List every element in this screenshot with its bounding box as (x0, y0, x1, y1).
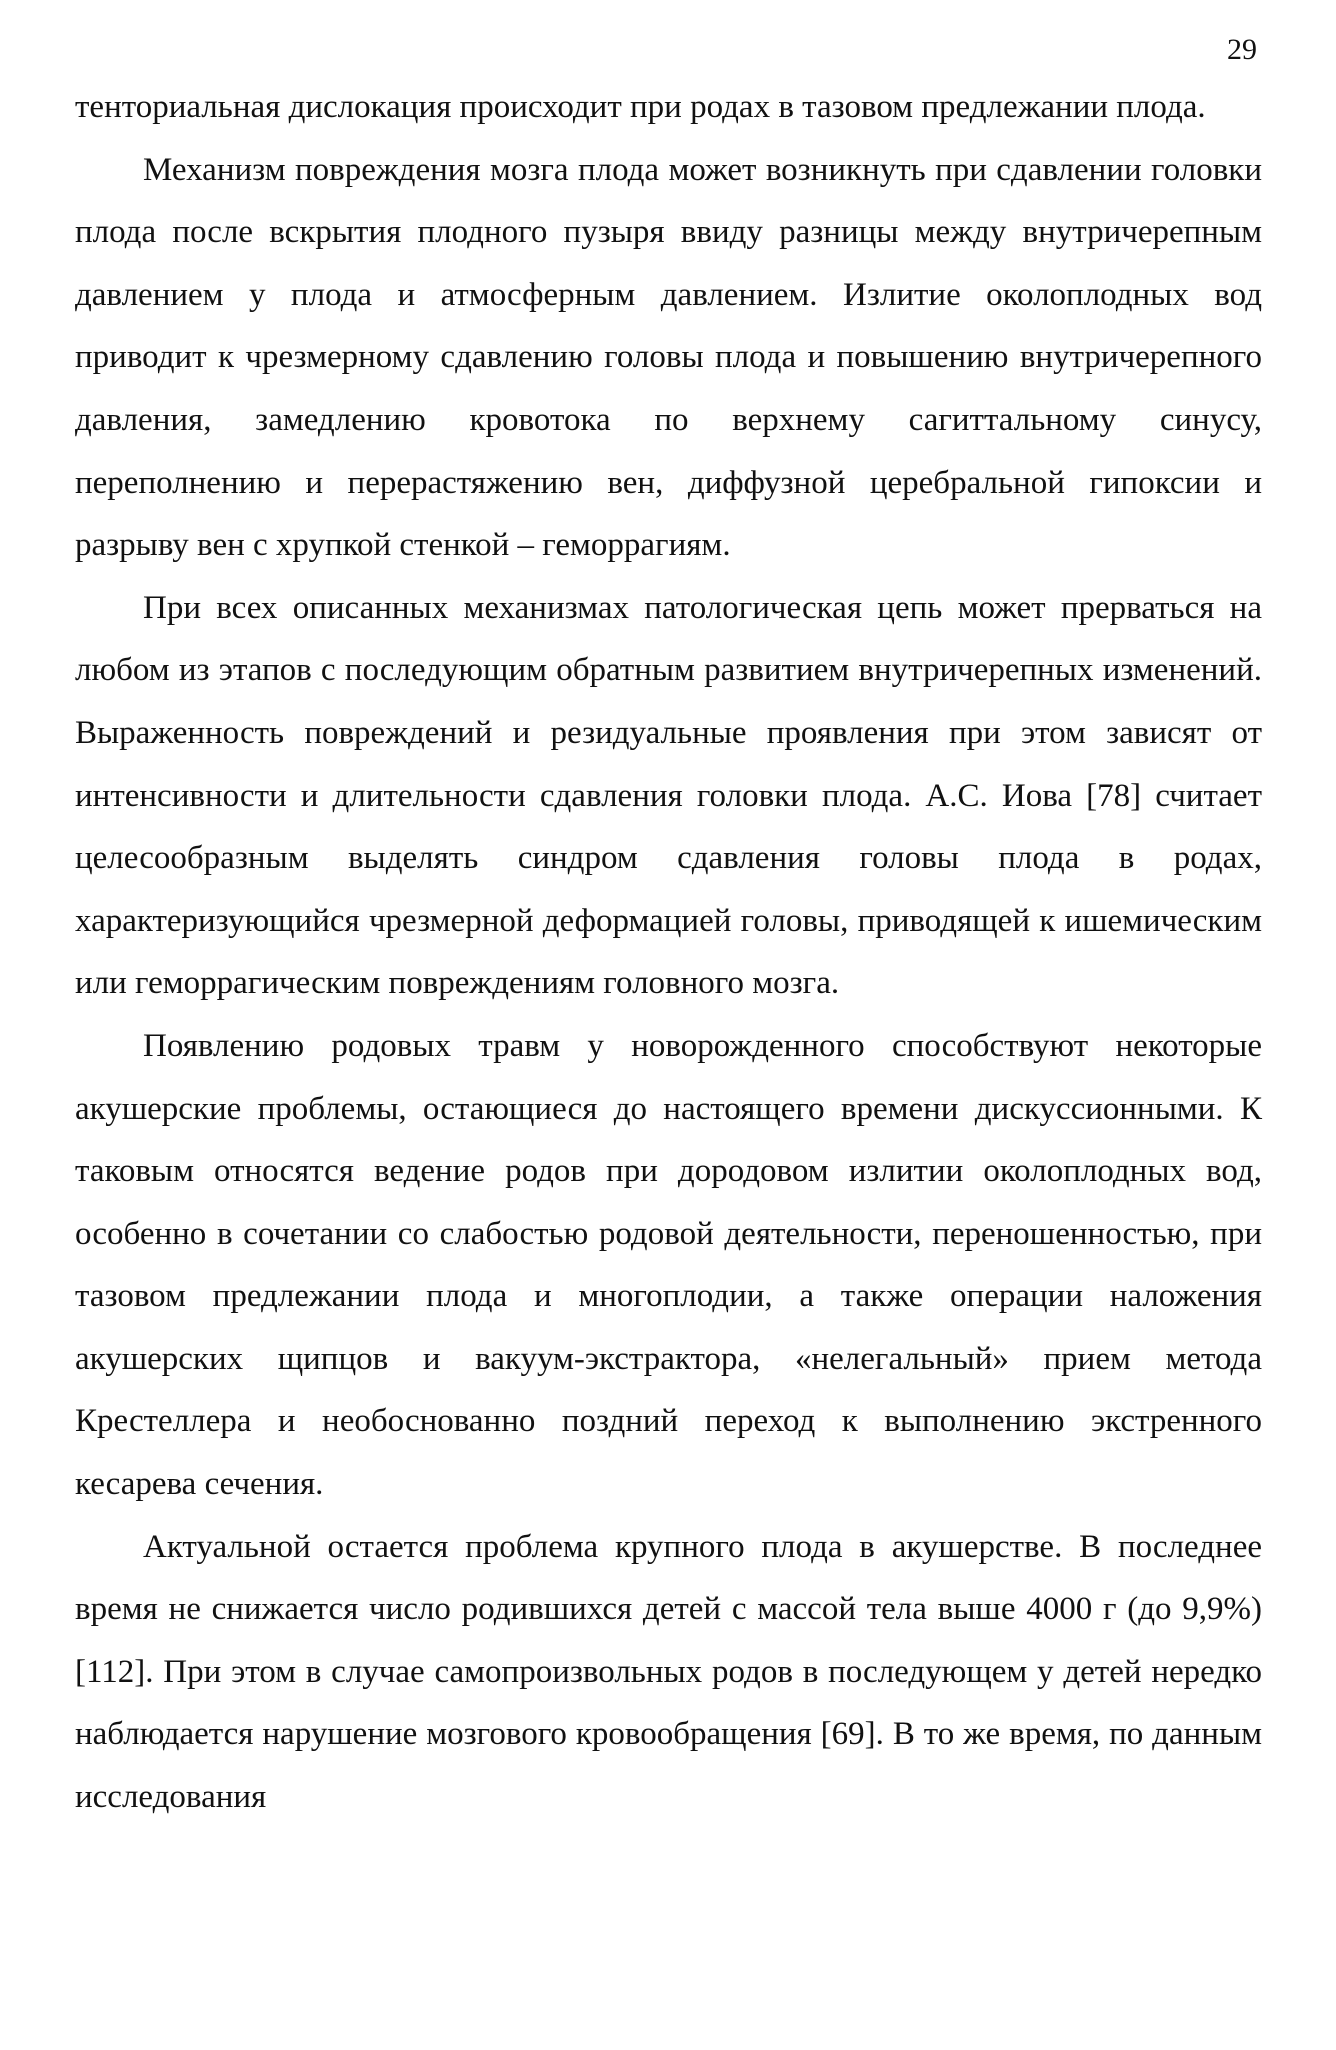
paragraph-2: Механизм повреждения мозга плода может возникнуть при сдавлении головки плода после вскрытия плодного пузыря ввиду разницы между внутричерепным давлением у плода и атмосферным давлением. Излитие околоплодных вод приводит к чрезмерному сдавлению головы плода и повышению внутричерепного давления, замедлению кровотока по верхнему сагиттальному синусу, переполнению и перерастяжению вен, диффузной церебральной гипоксии и разрыву вен с хрупкой стенкой – геморрагиям. (75, 151, 1262, 564)
page-number: 29 (1227, 33, 1257, 66)
body-text (75, 76, 1262, 1829)
paragraph-4: Появлению родовых травм у новорожденного способствуют некоторые акушерские проблемы, остающиеся до настоящего времени дискуссионными. К таковым относятся ведение родов при дородовом излитии околоплодных вод, особенно в сочетании со слабостью родовой деятельности, переношенностью, при тазовом предлежании плода и многоплодии, а также операции наложения акушерских щипцов и вакуум-экстрактора, «нелегальный» прием метода Крестеллера и необоснованно поздний переход к выполнению экстренного кесарева сечения. (75, 1027, 1262, 1503)
paragraph-3: При всех описанных механизмах патологическая цепь может прерваться на любом из этапов с последующим обратным развитием внутричерепных изменений. Выраженность повреждений и резидуальные проявления при этом зависят от интенсивности и длительности сдавления головки плода. А.С. Иова [78] считает целесообразным выделять синдром сдавления головы плода в родах, характеризующийся чрезмерной деформацией головы, приводящей к ишемическим или геморрагическим повреждениям головного мозга. (75, 589, 1262, 1002)
paragraph-5: Актуальной остается проблема крупного плода в акушерстве. В последнее время не снижается число родившихся детей с массой тела выше 4000 г (до 9,9%) [112]. При этом в случае самопроизвольных родов в последующем у детей нередко наблюдается нарушение мозгового кровообращения [69]. В то же время, по данным исследования (75, 1528, 1262, 1816)
paragraph-1: тенториальная дислокация происходит при родах в тазовом предлежании плода. (75, 89, 1206, 125)
